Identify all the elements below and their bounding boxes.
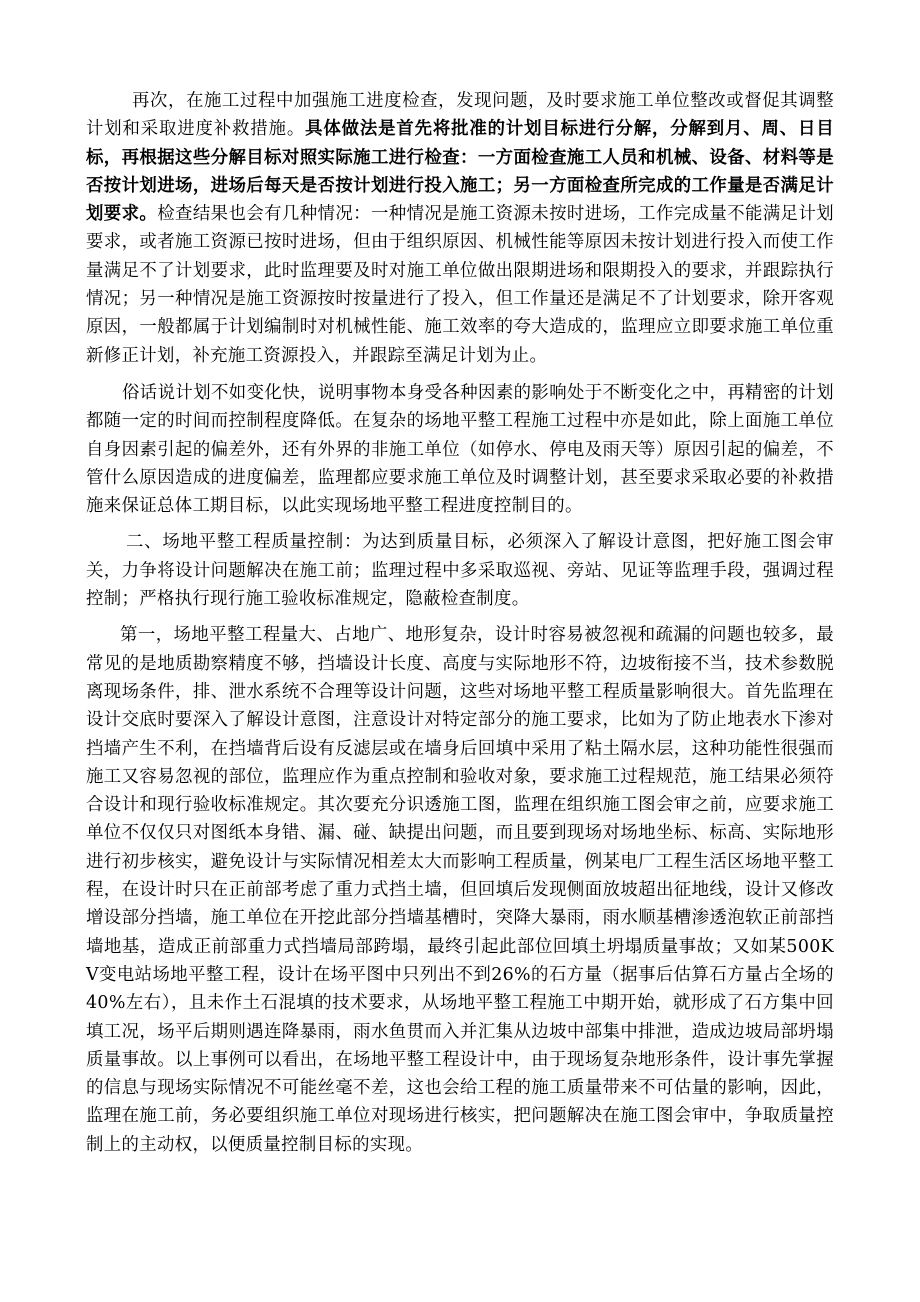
paragraph-intro-text: 再次，在施工过程中加强施工进度检查，发现问题，及时要求施工单位整改或督促其调整计划和采取进度补救措施。 — [86, 91, 834, 140]
paragraph-first-point: 第一，场地平整工程量大、占地广、地形复杂，设计时容易被忽视和疏漏的问题也较多，最常见的是地质勘察精度不够，挡墙设计长度、高度与实际地形不符，边坡衔接不当，技术参数脱离现场条件，排、泄水系统不合理等设计问题，这些对场地平整工程质量影响很大。首先监理在设计交底时要深入了解设计意图，注意设计对特定部分的施工要求，比如为了防止地表水下渗对挡墙产生不利，在挡墙背后设有反滤层或在墙身后回填中采用了粘土隔水层，这种功能性很强而施工又容易忽视的部位，监理应作为重点控制和验收对象，要求施工过程规范，施工结果必须符合设计和现行验收标准规定。其次要充分识透施工图，监理在组织施工图会审之前，应要求施工单位不仅仅只对图纸本身错、漏、碰、缺提出问题，而且要到现场对场地坐标、标高、实际地形进行初步核实，避免设计与实际情况相差太大而影响工程质量，例某电厂工程生活区场地平整工程，在设计时只在正前部考虑了重力式挡土墙，但回填后发现侧面放坡超出征地线，设计又修改增设部分挡墙，施工单位在开挖此部分挡墙基槽时，突降大暴雨，雨水顺基槽渗透泡软正前部挡墙地基，造成正前部重力式挡墙局部跨塌，最终引起此部位回填土坍塌质量事故；又如某500KV变电站场地平整工程，设计在场平图中只列出不到26%的石方量（据事后估算石方量占全场的40%左右），且未作土石混填的技术要求，从场地平整工程施工中期开始，就形成了石方集中回填工况，场平后期则遇连降暴雨，雨水鱼贯而入并汇集从边坡中部集中排泄，造成边坡局部坍塌质量事故。以上事例可以看出，在场地平整工程设计中，由于现场复杂地形条件，设计事先掌握的信息与现场实际情况不可能丝毫不差，这也会给工程的施工质量带来不可估量的影响，因此，监理在施工前，务必要组织施工单位对现场进行核实，把问题解决在施工图会审中，争取质量控制上的主动权，以便质量控制目标的实现。 — [86, 625, 834, 1155]
paragraph-quality-control-heading: 二、场地平整工程质量控制：为达到质量目标，必须深入了解设计意图，把好施工图会审关，力争将设计问题解决在施工前；监理过程中多采取巡视、旁站、见证等监理手段，强调过程控制；严格执行现行施工验收标准规定，隐蔽检查制度。 — [86, 532, 834, 610]
paragraph-rest-text: 检查结果也会有几种情况：一种情况是施工资源未按时进场，工作完成量不能满足计划要求，或者施工资源已按时进场，但由于组织原因、机械性能等原因未按计划进行投入而使工作量满足不了计划要求，此时监理要及时对施工单位做出限期进场和限期投入的要求，并跟踪执行情况；另一种情况是施工资源按时按量进行了投入，但工作量还是满足不了计划要求，除开客观原因，一般都属于计划编制时对机械性能、施工效率的夸大造成的，监理应立即要求施工单位重新修正计划，补充施工资源投入，并跟踪至满足计划为止。 — [86, 204, 834, 366]
paragraph-plan-change: 俗话说计划不如变化快，说明事物本身受各种因素的影响处于不断变化之中，再精密的计划都随一定的时间而控制程度降低。在复杂的场地平整工程施工过程中亦是如此，除上面施工单位自身因素引起的偏差外，还有外界的非施工单位（如停水、停电及雨天等）原因引起的偏差，不管什么原因造成的进度偏差，监理都应要求施工单位及时调整计划，甚至要求采取必要的补救措施来保证总体工期目标，以此实现场地平整工程进度控制目的。 — [86, 382, 834, 517]
bold-emphasis-text: 具体做法是首先将批准的计划目标进行分解，分解到月、周、日目标，再根据这些分解目标对照实际施工进行检查：一方面检查施工人员和机械、设备、材料等是否按计划进场，进场后每天是否按计划进行投入施工；另一方面检查所完成的工作量是否满足计划要求。 — [86, 119, 834, 225]
paragraph-progress-check — [86, 87, 834, 370]
document-page — [86, 87, 834, 1159]
